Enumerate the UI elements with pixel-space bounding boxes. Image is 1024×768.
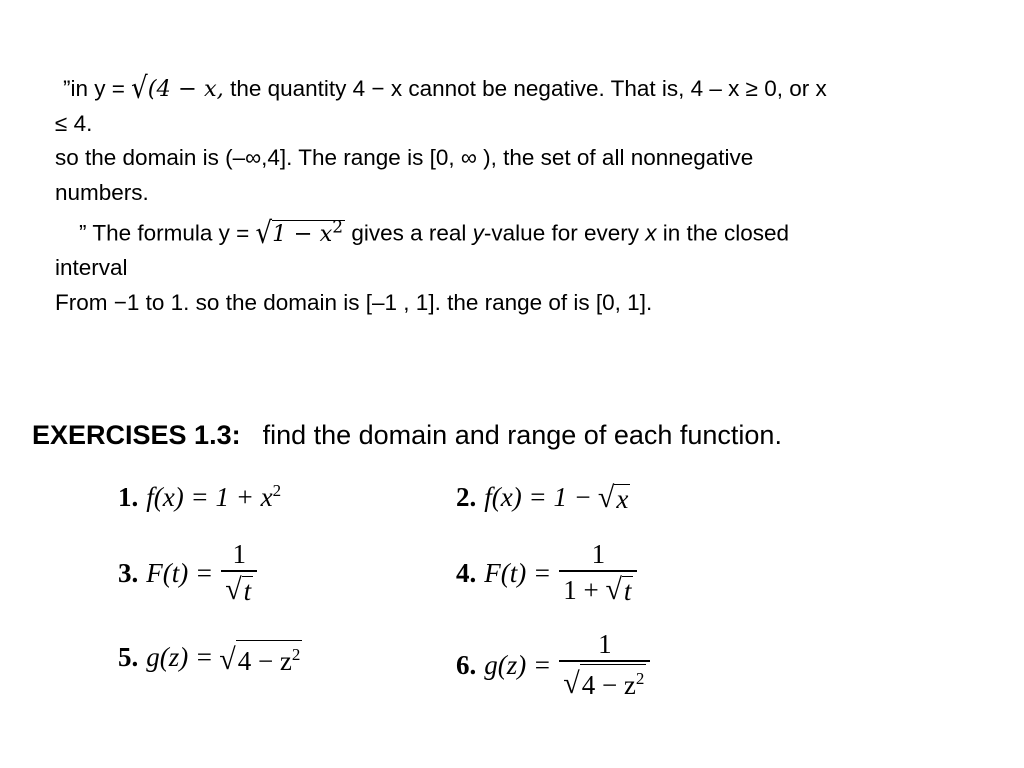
numerator: 1: [591, 539, 606, 569]
radical: [605, 575, 633, 605]
radicand: t: [623, 576, 632, 606]
exercises-heading-label: EXERCISES 1.3:: [32, 420, 241, 450]
note-line-1-prefix: ”in y =: [63, 76, 132, 101]
radical: [597, 480, 630, 514]
sqrt-symbol: √: [219, 643, 236, 676]
sqrt-symbol: √: [255, 216, 273, 251]
x-variable: x: [645, 220, 657, 246]
radicand: t: [243, 576, 252, 606]
radicand: x: [616, 483, 629, 514]
exercise-6: [456, 630, 650, 700]
denominator: [559, 660, 650, 700]
exercise-expression: g(z) =: [484, 649, 552, 680]
exponent: 2: [291, 645, 301, 664]
sqrt-symbol: √: [563, 667, 580, 700]
exercise-number: 4.: [456, 557, 477, 588]
exercise-number: 6.: [456, 649, 477, 680]
radicand-text: 4 − z: [581, 670, 636, 700]
note-line-1: [55, 72, 970, 107]
denominator-prefix: 1 +: [563, 575, 599, 605]
note-line-6: interval: [55, 255, 128, 280]
radical: [219, 640, 302, 675]
fraction: [559, 630, 650, 700]
exercise-expression: f(x) = 1 −: [484, 482, 592, 512]
exercise-expression: F(t) =: [484, 557, 552, 588]
radicand: [580, 664, 647, 699]
exercises-heading: [32, 420, 782, 451]
note-line-2: ≤ 4.: [55, 110, 93, 136]
radical: [225, 575, 253, 605]
exercise-1: [118, 482, 281, 513]
exercise-expression: F(t) =: [146, 557, 214, 588]
numerator: 1: [598, 629, 612, 659]
exercise-expression: f(x) = 1 + x: [146, 482, 273, 512]
exercise-4: [456, 540, 637, 606]
denominator: [559, 570, 637, 606]
radicand: [236, 640, 303, 675]
exercise-2: [456, 482, 630, 513]
sqrt-radicand: (4 − x,: [147, 76, 224, 102]
note-line-7: From −1 to 1. so the domain is [–1 , 1]. the range of is [0, 1].: [55, 289, 653, 315]
sqrt-symbol: √: [597, 480, 615, 514]
exercises-heading-text: find the domain and range of each function.: [262, 420, 782, 450]
numerator: 1: [232, 539, 246, 569]
note-line-5: [55, 210, 970, 251]
note-line-5-prefix: ” The formula y =: [79, 220, 256, 246]
note-line-5-middle2: -value for every: [483, 220, 646, 246]
exercise-3: [118, 540, 257, 606]
note-line-5-middle: gives a real: [345, 220, 473, 246]
denominator: [221, 570, 257, 606]
note-line-5-suffix: in the closed: [656, 220, 790, 246]
radical: [563, 664, 646, 699]
sqrt-symbol: √: [131, 71, 148, 107]
exercise-list: [118, 478, 738, 728]
explanation-text: [55, 72, 970, 320]
sqrt-symbol: √: [605, 573, 622, 606]
exercise-number: 1.: [118, 482, 139, 512]
y-variable: y: [472, 220, 484, 246]
exponent: 2: [635, 669, 645, 688]
note-line-1-suffix: the quantity 4 − x cannot be negative. That is, 4 – x ≥ 0, or x: [223, 76, 827, 101]
exercise-expression: g(z) =: [146, 642, 214, 672]
radicand-exponent: 2: [332, 217, 344, 237]
radicand-text: 4 − z: [237, 646, 292, 676]
exercise-number: 5.: [118, 642, 139, 672]
exponent: 2: [272, 480, 282, 500]
radicand-base: 1 − x: [272, 220, 333, 247]
exercise-5: [118, 640, 302, 675]
fraction: [221, 540, 257, 606]
sqrt-symbol: √: [225, 573, 242, 606]
note-line-3: so the domain is (–∞,4]. The range is [0, ∞ ), the set of all nonnegative: [55, 145, 754, 170]
note-line-4: numbers.: [55, 179, 149, 205]
exercise-number: 3.: [118, 557, 139, 588]
fraction: [559, 540, 637, 606]
exercise-number: 2.: [456, 482, 477, 512]
sqrt-radicand: [272, 217, 345, 247]
